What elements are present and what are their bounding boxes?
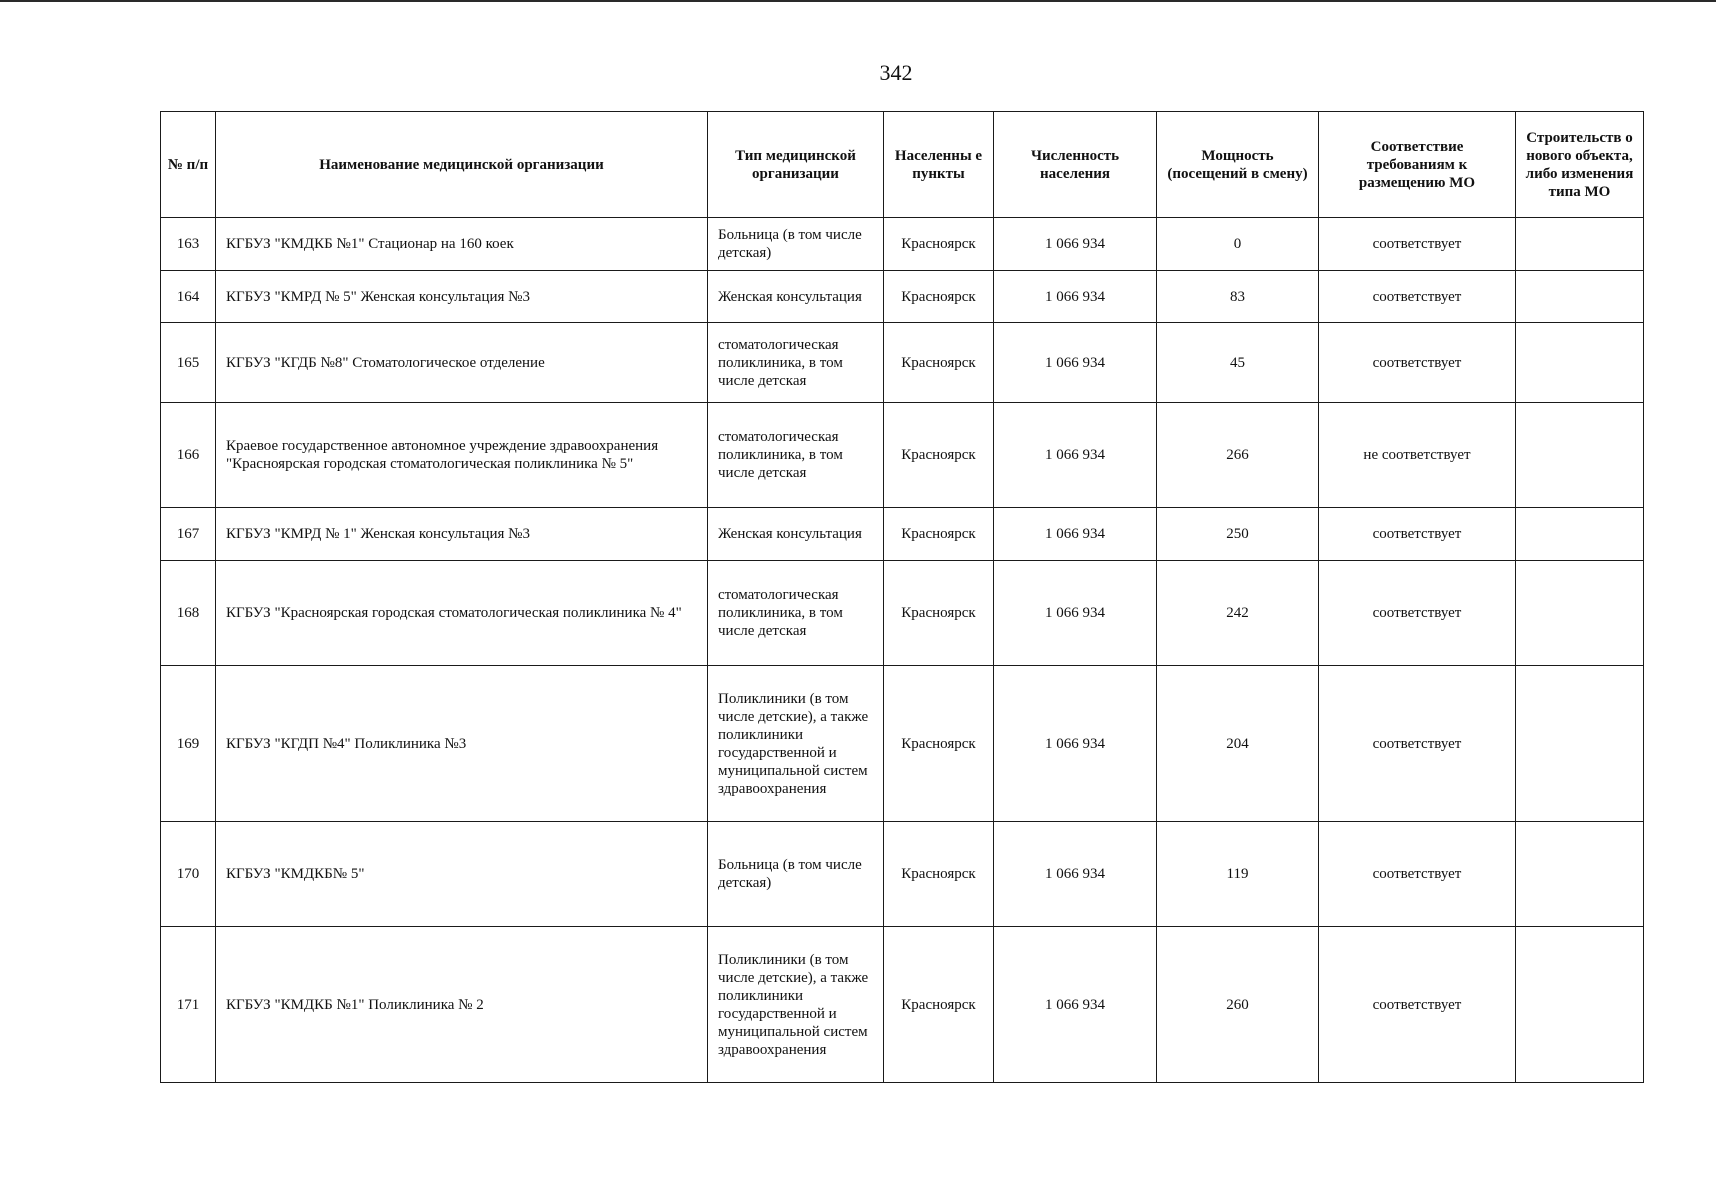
cell-name: КГБУЗ "КМРД № 5" Женская консультация №3 [216,271,708,323]
cell-compliance: соответствует [1319,218,1516,271]
medical-organizations-table [160,111,1644,1083]
cell-num: 170 [161,822,216,927]
table-row [161,666,1644,822]
table-row [161,323,1644,403]
cell-settlement: Красноярск [884,271,994,323]
table-row [161,271,1644,323]
cell-name: Краевое государственное автономное учреждение здравоохранения "Красноярская городская стоматологическая поликлиника № 5" [216,403,708,508]
header-new-construction: Строительств о нового объекта, либо изменения типа МО [1516,112,1644,218]
table-row [161,561,1644,666]
cell-type: Женская консультация [708,271,884,323]
cell-compliance: не соответствует [1319,403,1516,508]
table-header-row [161,112,1644,218]
cell-type: Женская консультация [708,508,884,561]
cell-new-construction [1516,561,1644,666]
cell-type: Поликлиники (в том числе детские), а также поликлиники государственной и муниципальной систем здравоохранения [708,666,884,822]
cell-settlement: Красноярск [884,218,994,271]
header-name: Наименование медицинской организации [216,112,708,218]
cell-settlement: Красноярск [884,822,994,927]
cell-compliance: соответствует [1319,271,1516,323]
header-type: Тип медицинской организации [708,112,884,218]
cell-compliance: соответствует [1319,822,1516,927]
cell-compliance: соответствует [1319,508,1516,561]
cell-name: КГБУЗ "Красноярская городская стоматологическая поликлиника № 4" [216,561,708,666]
cell-new-construction [1516,927,1644,1083]
cell-settlement: Красноярск [884,927,994,1083]
cell-name: КГБУЗ "КМДКБ №1" Поликлиника № 2 [216,927,708,1083]
cell-name: КГБУЗ "КГДБ №8" Стоматологическое отделение [216,323,708,403]
cell-num: 165 [161,323,216,403]
cell-population: 1 066 934 [994,323,1157,403]
cell-capacity: 266 [1157,403,1319,508]
cell-new-construction [1516,218,1644,271]
cell-population: 1 066 934 [994,927,1157,1083]
cell-new-construction [1516,822,1644,927]
cell-new-construction [1516,508,1644,561]
cell-population: 1 066 934 [994,822,1157,927]
cell-name: КГБУЗ "КМДКБ №1" Стационар на 160 коек [216,218,708,271]
cell-type: стоматологическая поликлиника, в том числе детская [708,403,884,508]
header-num: № п/п [161,112,216,218]
cell-population: 1 066 934 [994,561,1157,666]
cell-new-construction [1516,271,1644,323]
cell-capacity: 242 [1157,561,1319,666]
cell-num: 166 [161,403,216,508]
cell-settlement: Красноярск [884,323,994,403]
cell-population: 1 066 934 [994,403,1157,508]
cell-name: КГБУЗ "КГДП №4" Поликлиника №3 [216,666,708,822]
cell-name: КГБУЗ "КМДКБ№ 5" [216,822,708,927]
cell-population: 1 066 934 [994,508,1157,561]
cell-type: Больница (в том числе детская) [708,218,884,271]
header-population: Численность населения [994,112,1157,218]
cell-settlement: Красноярск [884,561,994,666]
cell-settlement: Красноярск [884,666,994,822]
cell-new-construction [1516,666,1644,822]
scan-top-edge [0,0,1716,2]
cell-compliance: соответствует [1319,666,1516,822]
cell-population: 1 066 934 [994,666,1157,822]
table-row [161,508,1644,561]
cell-capacity: 83 [1157,271,1319,323]
cell-new-construction [1516,323,1644,403]
cell-capacity: 0 [1157,218,1319,271]
cell-settlement: Красноярск [884,508,994,561]
cell-num: 168 [161,561,216,666]
cell-population: 1 066 934 [994,271,1157,323]
cell-num: 163 [161,218,216,271]
page-number: 342 [879,60,913,85]
table-row [161,822,1644,927]
cell-compliance: соответствует [1319,323,1516,403]
header-compliance: Соответствие требованиям к размещению МО [1319,112,1516,218]
table-row [161,927,1644,1083]
cell-type: стоматологическая поликлиника, в том числе детская [708,323,884,403]
cell-type: Поликлиники (в том числе детские), а также поликлиники государственной и муниципальной систем здравоохранения [708,927,884,1083]
cell-settlement: Красноярск [884,403,994,508]
cell-capacity: 204 [1157,666,1319,822]
cell-compliance: соответствует [1319,561,1516,666]
cell-type: стоматологическая поликлиника, в том числе детская [708,561,884,666]
cell-capacity: 260 [1157,927,1319,1083]
cell-population: 1 066 934 [994,218,1157,271]
cell-capacity: 119 [1157,822,1319,927]
cell-num: 164 [161,271,216,323]
cell-num: 169 [161,666,216,822]
cell-num: 171 [161,927,216,1083]
table-row [161,218,1644,271]
cell-compliance: соответствует [1319,927,1516,1083]
cell-capacity: 250 [1157,508,1319,561]
header-settlement: Населенны е пункты [884,112,994,218]
cell-new-construction [1516,403,1644,508]
header-capacity: Мощность (посещений в смену) [1157,112,1319,218]
cell-capacity: 45 [1157,323,1319,403]
cell-name: КГБУЗ "КМРД № 1" Женская консультация №3 [216,508,708,561]
cell-num: 167 [161,508,216,561]
table-row [161,403,1644,508]
cell-type: Больница (в том числе детская) [708,822,884,927]
